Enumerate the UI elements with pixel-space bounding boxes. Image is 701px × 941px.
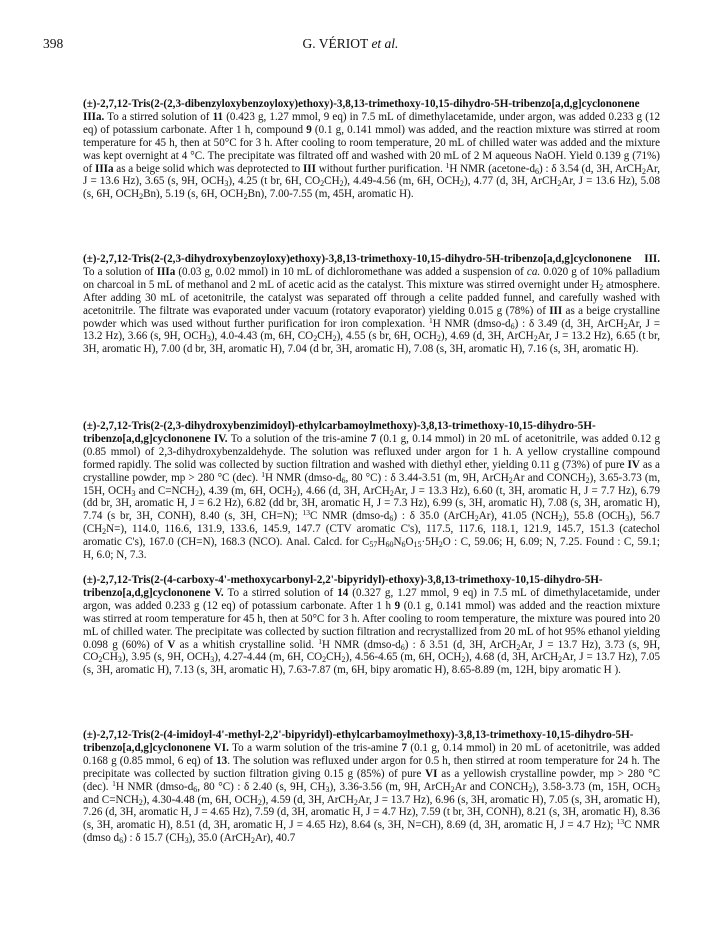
procedure-text: To a warm solution of the tris-amine 7 (0.1 g, 0.14 mmol) in 20 mL of acetonitrile, was added 0.168 g (0.85 mmol, 6 eq) of 13. The solution was refluxed under argon for 0.5 h, then stirred at room temperature for 24 h. The precipitate was collected by suction filtration giving 0.15 g (85%) of pure VI as a yellowish crystalline powder, mp > 280 °C (dec). $^1$H NMR ($dmso-d_6$, 80 °C) : δ 2.40 (s, 9H, $CH_3$), 3.36-3.56 (m, 9H, ArCH$_2$Ar and $CONCH_2$), 3.58-3.73 (m, 15H, $OCH_3$ and $C=NCH_2$), 4.30-4.48 (m, 6H, $OCH_2$), 4.59 (d, 3H, ArCH$_2$Ar, J = 13.7 Hz), 6.96 (s, 3H, aromatic H), 7.05 (s, 3H, aromatic H), 7.26 (d, 3H, aromatic H, J = 4.65 Hz), 7.59 (d, 3H, aromatic H, J = 4.7 Hz), 7.59 (t br, 3H, CONH), 8.21 (s, 3H, aromatic H), 8.36 (s, 3H, aromatic H), 8.51 (d, 3H, aromatic H, J = 4.65 Hz), 8.64 (s, 3H, N=CH), 8.69 (d, 3H, aromatic H, J = 4.7 Hz); $^{13}$C NMR (dmso $d_6$) : δ 15.7 $(CH_3)$, 35.0 (ArCH$_2$Ar), 40.7 bbox=[83, 741, 661, 846]
running-head bbox=[0, 36, 701, 52]
page-number: 398 bbox=[43, 36, 64, 51]
procedure-text: To a solution of IIIa (0.03 g, 0.02 mmol) in 10 mL of dichloromethane was added a suspension of ca. 0.020 g of 10% palladium on charcoal in 5 mL of methanol and 2 mL of acetic acid as the catalyst. This mixture was stirred overnight under $H_2$ atmosphere. After adding 30 mL of acetonitrile, the catalyst was separated off through a celite padded funnel, and carefully washed with acetonitrile. The filtrate was evaporated under vacuum (rotatory evaporator) yielding 0.015 g (78%) of III as a beige crystalline powder which was used without further purification for iron complexation. $^1$H NMR $(dmso-d_6)$ : δ 3.49 (d, 3H, ArCH$_2$Ar, J = 13.2 Hz), 3.66 (s, 9H, $OCH_3$), 4.0-4.43 (m, 6H, $CO_2CH_2$), 4.55 (s br, 6H, $OCH_2$), 4.69 (d, 3H, ArCH$_2$Ar, J = 13.2 Hz), 6.65 (t br, 3H, aromatic H), 7.00 (d br, 3H, aromatic H), 7.04 (d br, 3H, aromatic H), 7.08 (s, 3H, aromatic H), 7.16 (s, 3H, aromatic H). bbox=[83, 265, 661, 356]
compound-title: (±)-2,7,12-Tris(2-(2,3-dihydroxybenzoyloxy)ethoxy)-3,8,13-trimethoxy-10,15-dihydro-5H-tribenzo[a,d,g]cyclononene III. bbox=[83, 253, 660, 265]
paragraph-compound-IIIa bbox=[83, 98, 660, 201]
running-head-etal: et al. bbox=[371, 36, 399, 51]
procedure-text: To a solution of the tris-amine 7 (0.1 g, 0.14 mmol) in 20 mL of acetonitrile, was added 0.12 g (0.85 mmol) of 2,3-dihydroxybenzaldehyde. The solution was refluxed under argon for 1 h. A yellow crystalline compound formed rapidly. The solid was collected by suction filtration and washed with diethyl ether, yielding 0.11 g (73%) of pure IV as a crystalline powder, mp > 280 °C (dec). $^1$H NMR ($dmso-d_6$, 80 °C) : δ 3.44-3.51 (m, 9H, ArCH$_2$Ar and $CONCH_2$), 3.65-3.73 (m, 15H, $OCH_3$ and $C=NCH_2$), 4.39 (m, 6H, $OCH_2$), 4.66 (d, 3H, ArCH$_2$Ar, J = 13.3 Hz), 6.60 (t, 3H, aromatic H, J = 7.7 Hz), 6.79 (dd br, 3H, aromatic H, J = 6.2 Hz), 6.82 (dd br, 3H, aromatic H, J = 7.3 Hz), 6.99 (s, 3H, aromatic H), 7.08 (s, 3H, aromatic H), 7.74 (s br, 3H, CONH), 8.40 (s, 3H, CH=N); $^{13}$C NMR $(dmso-d_6)$ : δ 35.0 (ArCH$_2$Ar), 41.05 $(NCH_2)$, 55.8 $(OCH_3)$, 56.7 $(CH_2N=)$, 114.0, 116.6, 131.9, 133.6, 145.9, 147.7 (CTV aromatic C's), 117.5, 117.6, 118.1, 121.9, 145.7, 151.3 (catechol aromatic C's), 167.0 (CH=N), 168.3 (NCO). Anal. Calcd. for $C_{57}H_{60}N_6O_{15}\cdot 5H_2O$ : C, 59.06; H, 6.09; N, 7.25. Found : C, 59.1; H, 6.0; N, 7.3. bbox=[83, 432, 661, 562]
compound-title: (±)-2,7,12-Tris(2-(2,3-dihydroxybenzimidoyl)-ethylcarbamoylmethoxy)-3,8,13-trimethoxy-10,15-dihydro-5H-tribenzo[a,d,g]cyclononene IV. bbox=[83, 420, 596, 445]
compound-title: (±)-2,7,12-Tris(2-(2,3-dibenzyloxybenzoyloxy)ethoxy)-3,8,13-trimethoxy-10,15-dihydro-5H-tribenzo[a,d,g]cyclononene IIIa. bbox=[83, 98, 640, 123]
procedure-text: To a stirred solution of 11 (0.423 g, 1.27 mmol, 9 eq) in 7.5 mL of dimethylacetamide, under argon, was added 0.233 g (12 eq) of potassium carbonate. After 1 h, compound 9 (0.1 g, 0.141 mmol) was added, and the reaction mixture was stirred at room temperature for 45 h, then at 50°C for 3 h. After cooling to room temperature, 20 mL of chilled water was added and the mixture was kept overnight at 4 °C. The precipitate was filtrated off and washed with 20 mL of 2 M aqueous NaOH. Yield 0.139 g (71%) of IIIa as a beige solid which was deprotected to III without further purification. $^1$H NMR $(acetone-d_6)$ : δ 3.54 (d, 3H, ArCH$_2$Ar, J = 13.6 Hz), 3.65 (s, 9H, $OCH_3$), 4.25 (t br, 6H, $CO_2CH_2$), 4.49-4.56 (m, 6H, $OCH_2$), 4.77 (d, 3H, ArCH$_2$Ar, J = 13.6 Hz), 5.08 (s, 6H, $OCH_2Bn$), 5.19 (s, 6H, $OCH_2Bn$), 7.00-7.55 (m, 45H, aromatic H). bbox=[83, 110, 661, 202]
procedure-text: To a stirred solution of 14 (0.327 g, 1.27 mmol, 9 eq) in 7.5 mL of dimethylacetamide, under argon, was added 0.233 g (12 eq) of potassium carbonate. After 1 h 9 (0.1 g, 0.141 mmol) was added and the reaction mixture was stirred at room temperature for 45 h, then at 50°C for 3 h. After cooling to room temperature, the mixture was poured into 20 mL of chilled water. The precipitate was collected by suction filtration and recrystallized from 20 mL of hot 95% ethanol yielding 0.098 g (60%) of V as a whitish crystalline solid. $^1$H NMR $(dmso-d_6)$ : δ 3.51 (d, 3H, ArCH$_2$Ar, J = 13.7 Hz), 3.73 (s, 9H, $CO_2CH_3$), 3.95 (s, 9H, $OCH_3$), 4.27-4.44 (m, 6H, $CO_2CH_2$), 4.56-4.65 (m, 6H, $OCH_2$), 4.68 (d, 3H, ArCH$_2$Ar, J = 13.7 Hz), 7.05 (s, 3H, aromatic H), 7.13 (s, 3H, aromatic H), 7.63-7.87 (m, 6H, bipy aromatic H), 8.65-8.89 (m, 12H, bipy aromatic H ). bbox=[83, 586, 661, 677]
paragraph-compound-VI bbox=[83, 729, 660, 845]
running-head-authors: G. VÉRIOT bbox=[302, 36, 369, 51]
compound-title: (±)-2,7,12-Tris(2-(4-carboxy-4'-methoxycarbonyl-2,2'-bipyridyl)-ethoxy)-3,8,13-trimethoxy-10,15-dihydro-5H-tribenzo[a,d,g]cyclononene V. bbox=[83, 574, 603, 599]
paragraph-compound-IV bbox=[83, 420, 660, 562]
compound-title: (±)-2,7,12-Tris(2-(4-imidoyl-4'-methyl-2,2'-bipyridyl)-ethylcarbamoylmethoxy)-3,8,13-trimethoxy-10,15-dihydro-5H-tribenzo[a,d,g]cyclononene VI. bbox=[83, 729, 634, 754]
paragraph-compound-V bbox=[83, 574, 660, 677]
paragraph-compound-III bbox=[83, 253, 660, 356]
